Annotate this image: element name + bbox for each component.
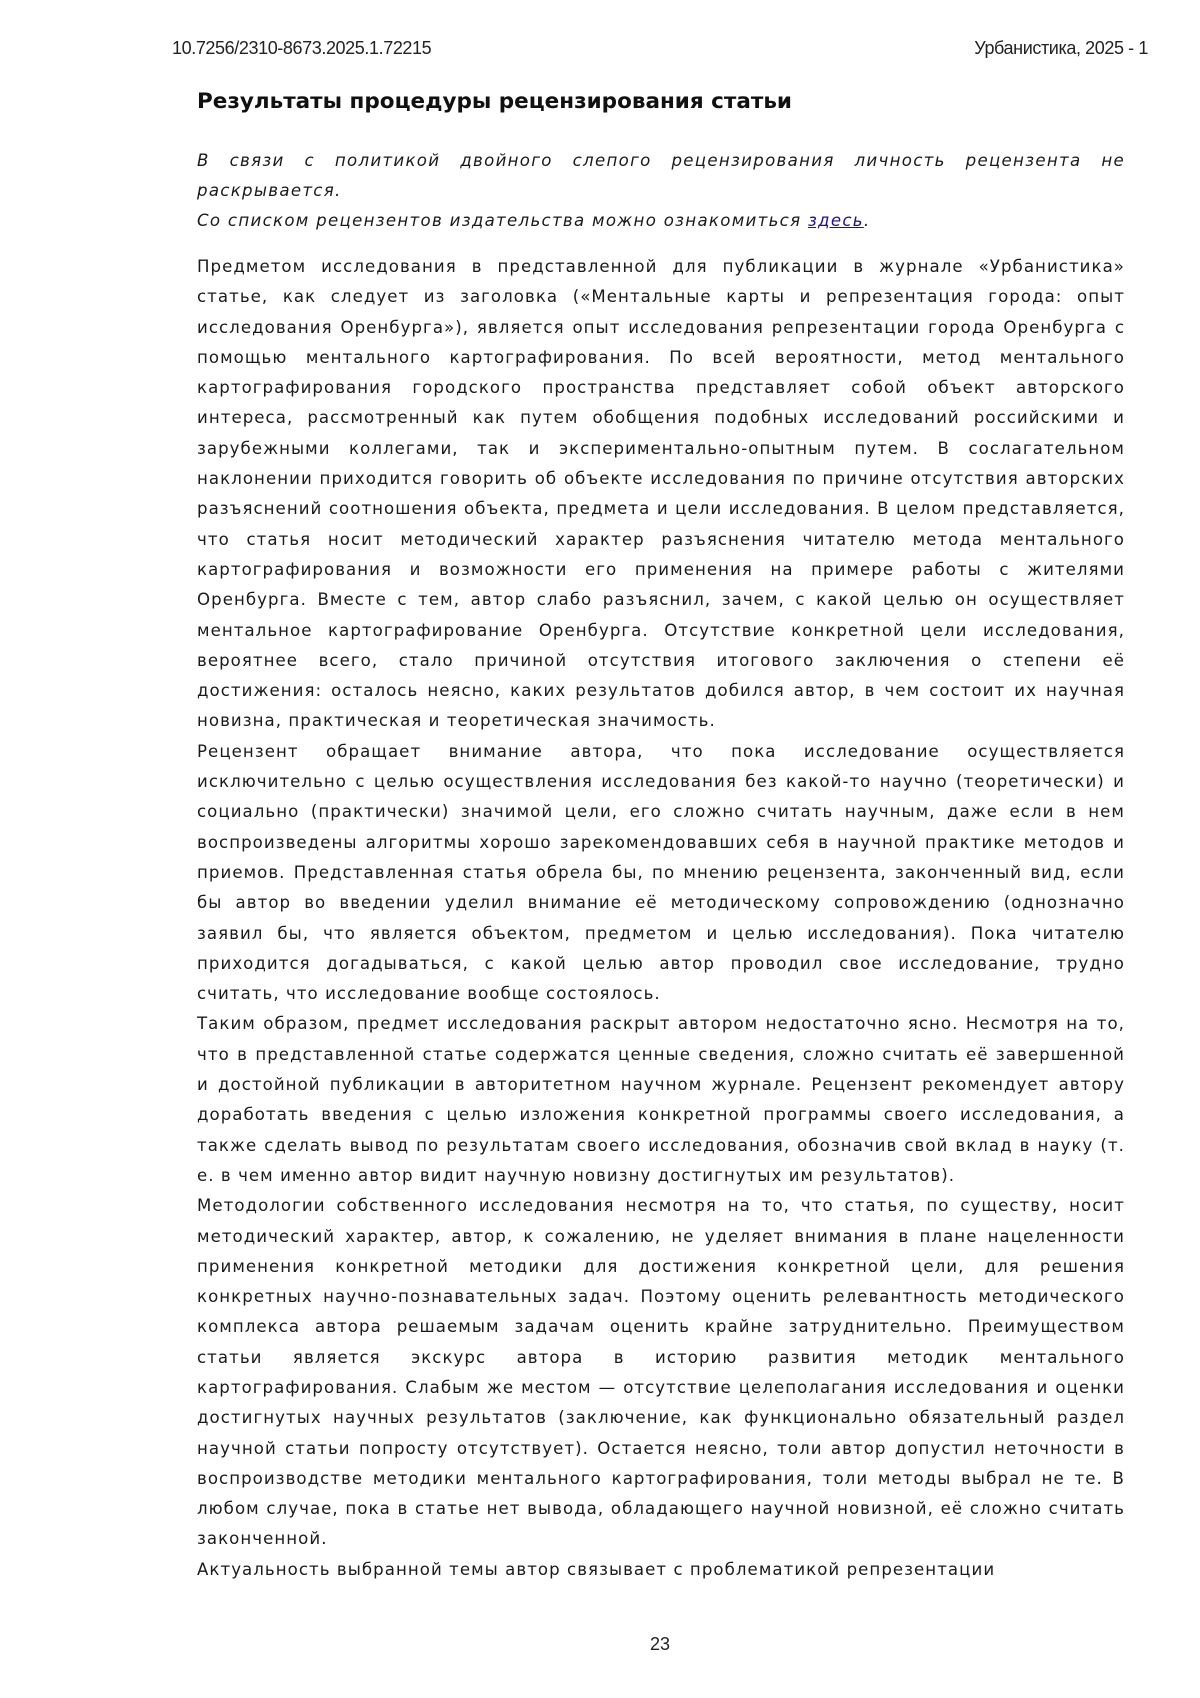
reviewers-list-link[interactable]: здесь xyxy=(808,211,864,230)
review-paragraph: Актуальность выбранной темы автор связывает с проблематикой репрезентации xyxy=(197,1555,1125,1585)
reviewers-list-line xyxy=(197,206,1125,236)
doi-label: 10.7256/2310-8673.2025.1.72215 xyxy=(172,38,431,59)
reviewers-list-text: Со списком рецензентов издательства можно ознакомиться xyxy=(197,211,808,230)
review-paragraph: Рецензент обращает внимание автора, что пока исследование осуществляется исключительно с целью осуществления исследования без какой-то научно (теоретически) и социально (практически) значимой цели, его сложно считать научным, даже если в нем воспроизведены алгоритмы хорошо зарекомендовавших себя в научной практике методов и приемов. Представленная статья обрела бы, по мнению рецензента, законченный вид, если бы автор во введении уделил внимание её методическому сопровождению (однозначно заявил бы, что является объектом, предметом и целью исследования). Пока читателю приходится догадываться, с какой целью автор проводил свое исследование, трудно считать, что исследование вообще состоялось. xyxy=(197,737,1125,1010)
review-body xyxy=(197,252,1125,1585)
reviewers-list-punct: . xyxy=(864,211,871,230)
running-header xyxy=(172,38,1148,62)
journal-issue-label: Урбанистика, 2025 - 1 xyxy=(974,38,1148,59)
review-policy-notice xyxy=(197,146,1125,236)
review-paragraph: Методологии собственного исследования несмотря на то, что статья, по существу, носит методический характер, автор, к сожалению, не уделяет внимания в плане нацеленности применения конкретной методики для достижения конкретной цели, для решения конкретных научно-познавательных задач. Поэтому оценить релевантность методического комплекса автора решаемым задачам оценить крайне затруднительно. Преимуществом статьи является экскурс автора в историю развития методик ментального картографирования. Слабым же местом — отсутствие целеполагания исследования и оценки достигнутых научных результатов (заключение, как функционально обязательный раздел научной статьи попросту отсутствует). Остается неясно, толи автор допустил неточности в воспроизводстве методики ментального картографирования, толи методы выбрал не те. В любом случае, пока в статье нет вывода, обладающего научной новизной, её сложно считать законченной. xyxy=(197,1191,1125,1555)
review-paragraph: Предметом исследования в представленной для публикации в журнале «Урбанистика» статье, как следует из заголовка («Ментальные карты и репрезентация города: опыт исследования Оренбурга»), является опыт исследования репрезентации города Оренбурга с помощью ментального картографирования. По всей вероятности, метод ментального картографирования городского пространства представляет собой объект авторского интереса, рассмотренный как путем обобщения подобных исследований российскими и зарубежными коллегами, так и экспериментально-опытным путем. В сослагательном наклонении приходится говорить об объекте исследования по причине отсутствия авторских разъяснений соотношения объекта, предмета и цели исследования. В целом представляется, что статья носит методический характер разъяснения читателю метода ментального картографирования и возможности его применения на примере работы с жителями Оренбурга. Вместе с тем, автор слабо разъяснил, зачем, с какой целью он осуществляет ментальное картографирование Оренбурга. Отсутствие конкретной цели исследования, вероятнее всего, стало причиной отсутствия итогового заключения о степени её достижения: осталось неясно, каких результатов добился автор, в чем состоит их научная новизна, практическая и теоретическая значимость. xyxy=(197,252,1125,737)
page-content xyxy=(197,86,1125,1585)
page-number: 23 xyxy=(0,1634,1200,1655)
review-paragraph: Таким образом, предмет исследования раскрыт автором недостаточно ясно. Несмотря на то, что в представленной статье содержатся ценные сведения, сложно считать её завершенной и достойной публикации в авторитетном научном журнале. Рецензент рекомендует автору доработать введения с целью изложения конкретной программы своего исследования, а также сделать вывод по результатам своего исследования, обозначив свой вклад в науку (т. е. в чем именно автор видит научную новизну достигнутых им результатов). xyxy=(197,1009,1125,1191)
section-title: Результаты процедуры рецензирования статьи xyxy=(197,86,1125,118)
blind-review-notice: В связи с политикой двойного слепого рецензирования личность рецензента не раскрывается. xyxy=(197,146,1125,206)
